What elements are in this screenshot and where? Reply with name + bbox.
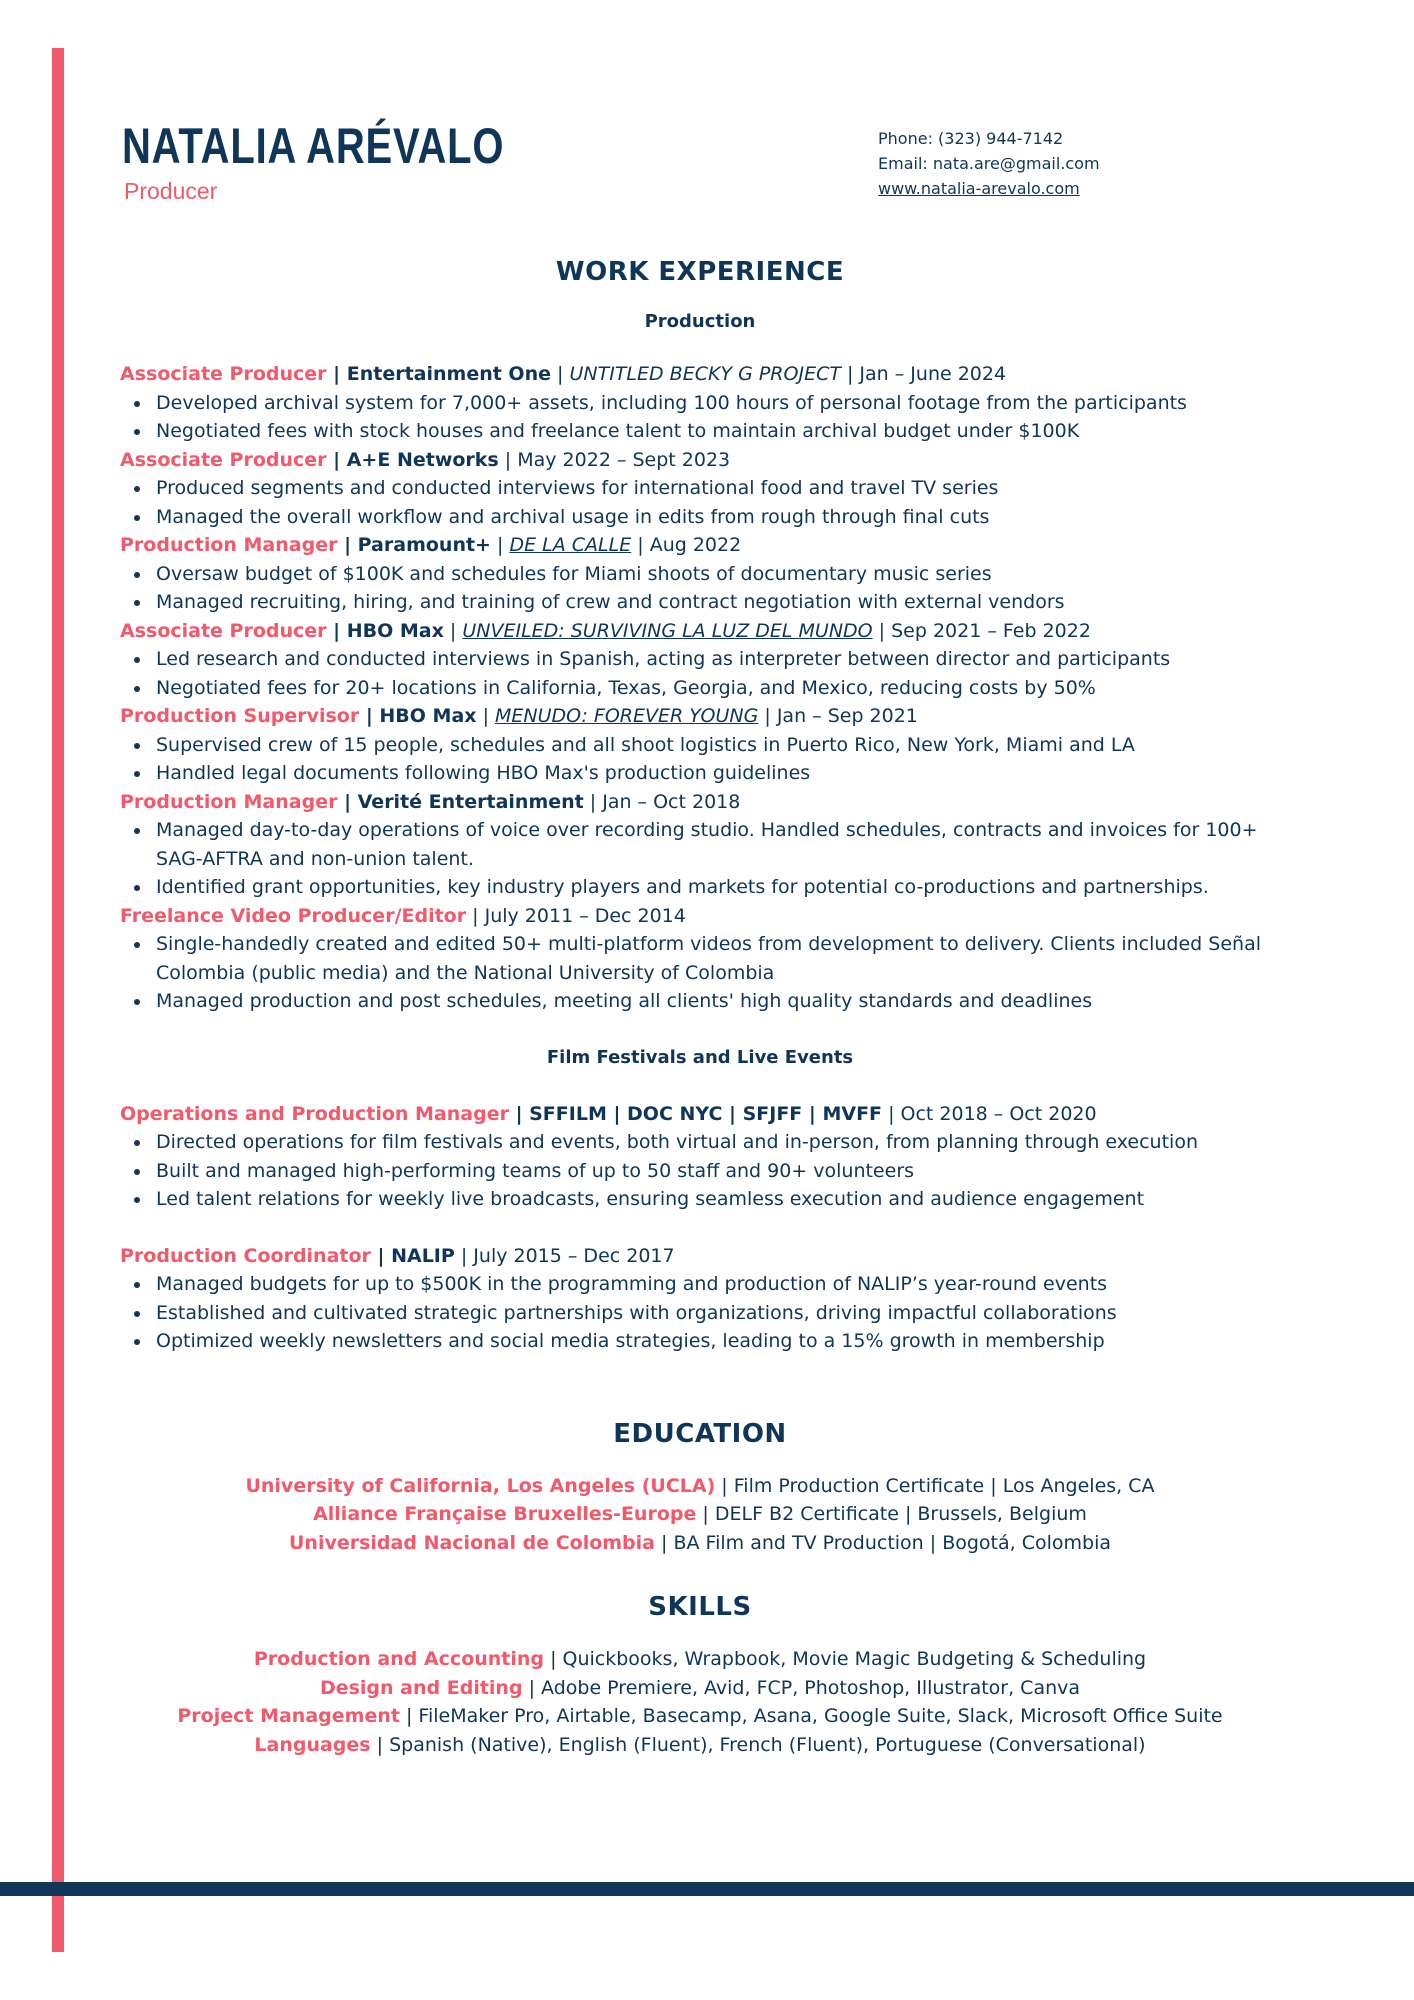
- skill-item: [120, 1731, 1280, 1760]
- bullet-item: Optimized weekly newsletters and social media strategies, leading to a 15% growth in membership: [120, 1327, 1280, 1356]
- job-header: [120, 788, 1280, 817]
- job-entry: [120, 617, 1280, 703]
- job-header: [120, 617, 1280, 646]
- job-entry: [120, 531, 1280, 617]
- education-detail: | DELF B2 Certificate | Brussels, Belgium: [696, 1503, 1087, 1525]
- job-header: [120, 1100, 1280, 1129]
- bullet-item: Managed day-to-day operations of voice over recording studio. Handled schedules, contracts and invoices for 100+ SAG-AFTRA and non-union talent.: [120, 816, 1280, 873]
- bullet-item: Established and cultivated strategic partnerships with organizations, driving impactful collaborations: [120, 1299, 1280, 1328]
- separator: |: [443, 619, 463, 642]
- bullet-item: Supervised crew of 15 people, schedules and all shoot logistics in Puerto Rico, New York, Miami and LA: [120, 731, 1280, 760]
- job-dates: | Jan – June 2024: [840, 363, 1007, 385]
- school-name: Alliance Française Bruxelles-Europe: [313, 1503, 697, 1525]
- job-title: Production Supervisor: [120, 705, 360, 727]
- job-entry: [120, 1242, 1280, 1356]
- bullet-item: Directed operations for film festivals and events, both virtual and in-person, from planning through execution: [120, 1128, 1280, 1157]
- job-header: [120, 531, 1280, 560]
- job-org: | SFFILM | DOC NYC | SFJFF | MVFF: [508, 1102, 883, 1125]
- job-header: [120, 702, 1280, 731]
- bullet-item: Negotiated fees for 20+ locations in California, Texas, Georgia, and Mexico, reducing costs by 50%: [120, 674, 1280, 703]
- job-project-link[interactable]: DE LA CALLE: [509, 534, 632, 556]
- job-dates: | Jan – Sep 2021: [758, 705, 918, 727]
- left-accent-bar: [52, 48, 64, 1952]
- job-title: Operations and Production Manager: [120, 1102, 509, 1125]
- skill-label: Project Management: [177, 1705, 400, 1727]
- bullet-item: Oversaw budget of $100K and schedules for Miami shoots of documentary music series: [120, 560, 1280, 589]
- job-entry: [120, 902, 1280, 1016]
- job-entry: [120, 788, 1280, 902]
- job-project-link[interactable]: UNVEILED: SURVIVING LA LUZ DEL MUNDO: [462, 619, 873, 642]
- job-title: Production Manager: [120, 534, 338, 556]
- separator: |: [476, 705, 496, 727]
- bullet-item: Handled legal documents following HBO Max's production guidelines: [120, 759, 1280, 788]
- job-dates: | Oct 2018 – Oct 2020: [882, 1102, 1097, 1125]
- job-entry: [120, 1100, 1280, 1214]
- phone: Phone: (323) 944-7142: [878, 129, 1064, 148]
- education-item: [120, 1500, 1280, 1529]
- job-org: | Entertainment One: [326, 363, 551, 385]
- skill-item: [120, 1674, 1280, 1703]
- bottom-rule: [0, 1882, 1414, 1896]
- production-subtitle: Production: [644, 311, 756, 332]
- festivals-subtitle: Film Festivals and Live Events: [546, 1046, 854, 1068]
- education-item: [120, 1529, 1280, 1558]
- job-entry: [120, 446, 1280, 532]
- job-entry: [120, 702, 1280, 788]
- skill-item: [120, 1702, 1280, 1731]
- bullet-item: Built and managed high-performing teams of up to 50 staff and 90+ volunteers: [120, 1157, 1280, 1186]
- job-dates: | May 2022 – Sept 2023: [498, 448, 731, 471]
- separator: |: [551, 363, 570, 385]
- skills-title: SKILLS: [648, 1592, 752, 1622]
- job-title: Associate Producer: [120, 363, 327, 385]
- education-item: [120, 1472, 1280, 1501]
- job-dates: | Sep 2021 – Feb 2022: [872, 619, 1091, 642]
- bullet-item: Managed the overall workflow and archival usage in edits from rough through final cuts: [120, 503, 1280, 532]
- website-link[interactable]: www.natalia-arevalo.com: [878, 179, 1080, 198]
- contact-block: [878, 126, 1100, 201]
- job-header: [120, 446, 1280, 475]
- candidate-role: Producer: [124, 178, 218, 204]
- job-org: | Verité Entertainment: [337, 790, 584, 813]
- job-project-link[interactable]: MENUDO: FOREVER YOUNG: [495, 705, 759, 727]
- job-org: | HBO Max: [326, 619, 444, 642]
- job-org: | HBO Max: [359, 705, 477, 727]
- education-detail: | BA Film and TV Production | Bogotá, Colombia: [655, 1531, 1111, 1554]
- job-dates: | Jan – Oct 2018: [583, 790, 741, 813]
- education-title: EDUCATION: [613, 1418, 787, 1449]
- email: Email: nata.are@gmail.com: [878, 154, 1100, 173]
- bullet-item: Developed archival system for 7,000+ assets, including 100 hours of personal footage from the participants: [120, 389, 1280, 418]
- bullet-item: Managed production and post schedules, meeting all clients' high quality standards and deadlines: [120, 987, 1280, 1016]
- bullet-item: Single-handedly created and edited 50+ multi-platform videos from development to delivery. Clients included Señal Colombia (public media) and the National University of Colombia: [120, 930, 1280, 987]
- job-dates: | Aug 2022: [631, 534, 742, 556]
- job-header: [120, 902, 1280, 931]
- job-project: UNTITLED BECKY G PROJECT: [569, 363, 841, 385]
- job-dates: | July 2011 – Dec 2014: [466, 904, 686, 927]
- job-org: | Paramount+: [337, 534, 491, 556]
- job-entry: [120, 360, 1280, 446]
- skill-label: Languages: [254, 1733, 371, 1756]
- skill-detail: | Spanish (Native), English (Fluent), French (Fluent), Portuguese (Conversational): [370, 1733, 1146, 1756]
- candidate-name: NATALIA ARÉVALO: [122, 118, 505, 174]
- job-header: [120, 360, 1280, 389]
- job-org: | NALIP: [370, 1244, 455, 1267]
- work-experience-title: WORK EXPERIENCE: [555, 257, 845, 287]
- job-title: Freelance Video Producer/Editor: [120, 904, 467, 927]
- separator: |: [490, 534, 510, 556]
- job-title: Production Manager: [120, 790, 338, 813]
- bullet-item: Led research and conducted interviews in Spanish, acting as interpreter between director and participants: [120, 645, 1280, 674]
- school-name: University of California, Los Angeles (UCLA): [245, 1474, 716, 1497]
- bullet-item: Identified grant opportunities, key industry players and markets for potential co-productions and partnerships.: [120, 873, 1280, 902]
- skill-detail: | Adobe Premiere, Avid, FCP, Photoshop, Illustrator, Canva: [522, 1676, 1081, 1699]
- skill-item: [120, 1645, 1280, 1674]
- education-detail: | Film Production Certificate | Los Angeles, CA: [715, 1474, 1155, 1497]
- bullet-item: Negotiated fees with stock houses and freelance talent to maintain archival budget under $100K: [120, 417, 1280, 446]
- job-title: Associate Producer: [120, 448, 327, 471]
- bullet-item: Produced segments and conducted interviews for international food and travel TV series: [120, 474, 1280, 503]
- skill-detail: | Quickbooks, Wrapbook, Movie Magic Budgeting & Scheduling: [544, 1648, 1147, 1670]
- school-name: Universidad Nacional de Colombia: [289, 1531, 655, 1554]
- skill-label: Production and Accounting: [253, 1648, 545, 1670]
- bullet-item: Managed budgets for up to $500K in the programming and production of NALIP’s year-round events: [120, 1270, 1280, 1299]
- skill-detail: | FileMaker Pro, Airtable, Basecamp, Asana, Google Suite, Slack, Microsoft Office Suite: [399, 1705, 1223, 1727]
- job-org: | A+E Networks: [326, 448, 499, 471]
- skill-label: Design and Editing: [319, 1676, 523, 1699]
- bullet-item: Led talent relations for weekly live broadcasts, ensuring seamless execution and audience engagement: [120, 1185, 1280, 1214]
- job-title: Associate Producer: [120, 619, 327, 642]
- job-header: [120, 1242, 1280, 1271]
- job-dates: | July 2015 – Dec 2017: [454, 1244, 675, 1267]
- job-title: Production Coordinator: [120, 1244, 371, 1267]
- bullet-item: Managed recruiting, hiring, and training of crew and contract negotiation with external vendors: [120, 588, 1280, 617]
- resume-body: [120, 252, 1280, 1759]
